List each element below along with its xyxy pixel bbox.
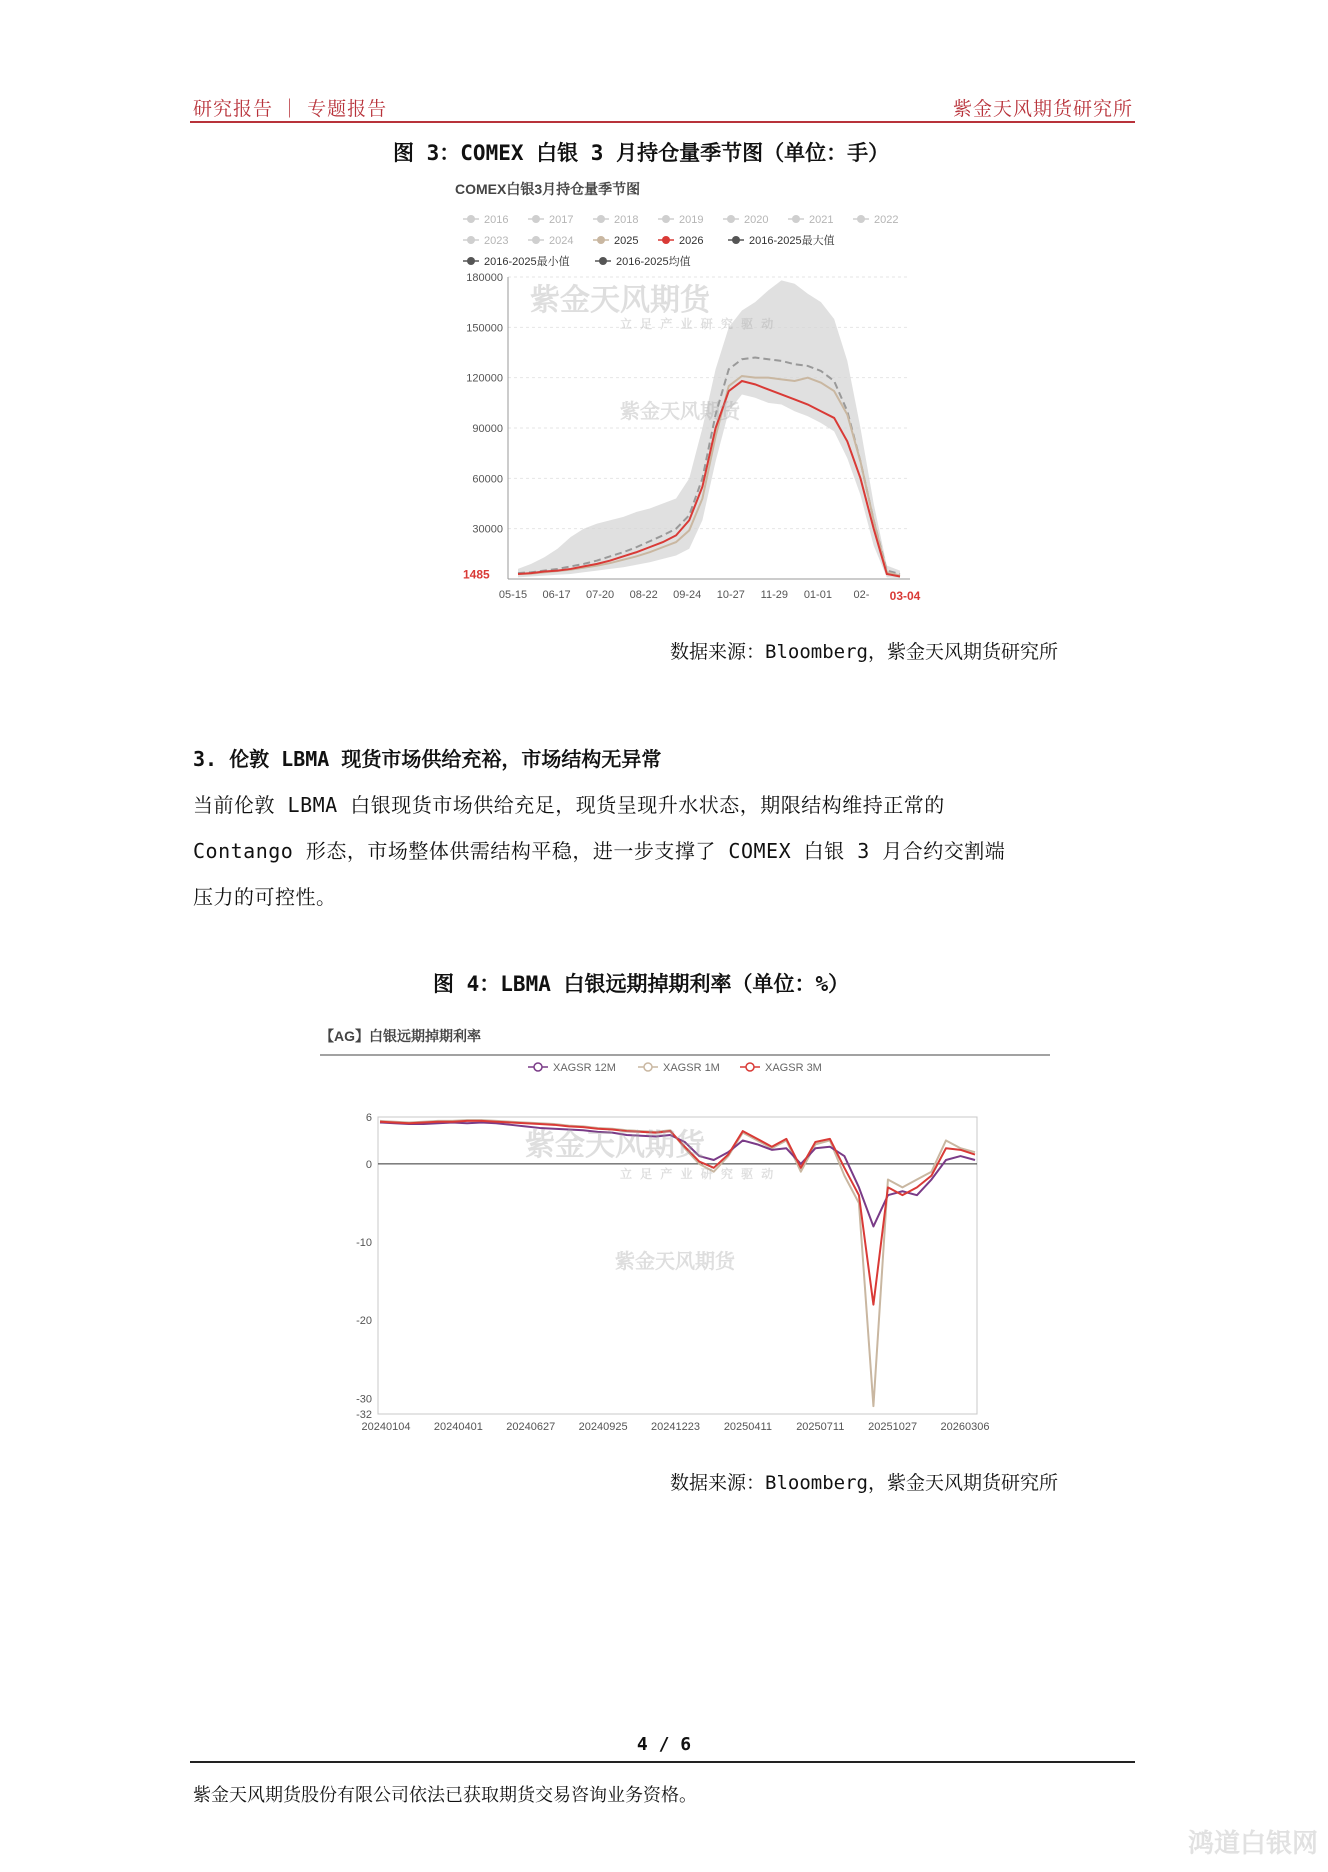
header-divider xyxy=(190,121,1135,123)
watermark-slogan-2: 立 足 产 业 研 究 驱 动 xyxy=(620,1167,776,1181)
figure3-caption: 图 3：COMEX 白银 3 月持仓量季节图（单位：手） xyxy=(393,141,890,165)
chart4-y-tick: -30 xyxy=(356,1393,372,1406)
chart3-legend-label: 2016 xyxy=(484,214,509,226)
paragraph-line-1: 当前伦敦 LBMA 白银现货市场供给充足，现货呈现升水状态，期限结构维持正常的 xyxy=(193,793,945,817)
chart3-x-tick: 09-24 xyxy=(673,589,702,601)
institute-name: 紫金天风期货研究所 xyxy=(952,98,1133,120)
chart3-x-tick: 05-15 xyxy=(498,589,528,601)
chart4-legend xyxy=(528,1062,822,1074)
watermark-brand-4: 紫金天风期货 xyxy=(615,1249,735,1273)
figure3-source: 数据来源：Bloomberg，紫金天风期货研究所 xyxy=(670,641,1058,663)
footer-divider xyxy=(190,1761,1135,1763)
chart3-legend-marker xyxy=(732,236,740,244)
chart3-x-tick: 11-29 xyxy=(760,589,788,601)
chart4-y-tick: -20 xyxy=(356,1315,372,1328)
chart4-title: 【AG】白银远期掉期利率 xyxy=(320,1028,481,1044)
chart4-x-tick: 20240925 xyxy=(578,1421,628,1433)
chart4-legend-label: XAGSR 1M xyxy=(663,1062,720,1074)
chart3-legend-marker xyxy=(532,215,540,223)
chart3-title: COMEX白银3月持仓量季节图 xyxy=(455,181,641,197)
chart3-legend-marker xyxy=(597,236,605,244)
chart3-legend-marker xyxy=(662,236,670,244)
figure4-source: 数据来源：Bloomberg，紫金天风期货研究所 xyxy=(670,1472,1058,1494)
watermark-brand-2: 紫金天风期货 xyxy=(620,399,740,423)
chart4-x-tick: 20240401 xyxy=(433,1421,483,1433)
chart3-legend-label: 2017 xyxy=(549,214,574,226)
chart3-legend-marker xyxy=(597,215,605,223)
chart4-legend-marker xyxy=(644,1063,652,1071)
chart3-y-tick: 180000 xyxy=(466,272,503,284)
chart4-x-tick: 20250411 xyxy=(723,1421,772,1433)
chart3-y-tick: 90000 xyxy=(472,423,503,435)
chart4-svg xyxy=(320,1025,1060,1440)
chart3-legend-label: 2022 xyxy=(874,214,899,226)
chart4-y-tick: 0 xyxy=(365,1158,372,1171)
chart3-legend-marker xyxy=(599,257,607,265)
chart3-legend-marker xyxy=(467,257,475,265)
chart3-legend-label: 2016-2025均值 xyxy=(616,256,691,268)
chart4-y-tick: -32 xyxy=(356,1409,372,1421)
chart4-x-tick: 20260306 xyxy=(940,1421,990,1433)
chart3-legend xyxy=(463,214,898,268)
chart3-legend-label: 2023 xyxy=(484,235,509,247)
chart3-last-date-label: 03-04 xyxy=(889,589,921,603)
chart3-x-tick: 10-27 xyxy=(716,589,745,601)
chart3-legend-marker xyxy=(467,236,475,244)
figure4-chart xyxy=(320,1025,1060,1440)
chart4-x-tick: 20241223 xyxy=(651,1421,700,1433)
paragraph-line-3: 压力的可控性。 xyxy=(193,885,337,909)
chart3-y-tick: 30000 xyxy=(472,523,503,536)
chart4-legend-marker xyxy=(746,1063,754,1071)
chart3-x-tick: 08-22 xyxy=(629,589,658,601)
chart3-legend-marker xyxy=(792,215,800,223)
chart4-x-tick: 20240627 xyxy=(506,1421,556,1433)
chart3-legend-label: 2018 xyxy=(614,214,639,226)
watermark-brand-1: 紫金天风期货 xyxy=(530,283,710,318)
chart3-legend-label: 2026 xyxy=(679,235,704,247)
chart4-y-tick: -10 xyxy=(356,1237,372,1250)
chart3-legend-marker xyxy=(857,215,865,223)
chart3-x-tick: 01-01 xyxy=(803,589,832,601)
footer-disclaimer: 紫金天风期货股份有限公司依法已获取期货交易咨询业务资格。 xyxy=(193,1785,697,1806)
watermark-brand-3: 紫金天风期货 xyxy=(525,1128,705,1163)
chart3-y-tick: 60000 xyxy=(472,473,503,486)
chart3-legend-label: 2025 xyxy=(614,235,639,247)
chart4-x-tick: 20250711 xyxy=(796,1421,845,1433)
chart3-legend-marker xyxy=(532,236,540,244)
chart3-legend-label: 2020 xyxy=(744,214,769,226)
section-paragraph xyxy=(193,782,1138,920)
chart3-legend-label: 2016-2025最小值 xyxy=(484,256,570,268)
chart3-y-tick: 120000 xyxy=(466,372,503,385)
chart4-legend-label: XAGSR 12M xyxy=(553,1062,616,1074)
chart3-x-tick: 07-20 xyxy=(586,589,615,601)
site-watermark: 鸿道白银网 xyxy=(1187,1829,1318,1859)
section-title: 3. 伦敦 LBMA 现货市场供给充裕，市场结构无异常 xyxy=(193,747,662,771)
page-number: 4 / 6 xyxy=(636,1734,692,1755)
figure3-chart xyxy=(455,177,925,622)
watermark-slogan-1: 立 足 产 业 研 究 驱 动 xyxy=(620,317,776,331)
chart4-x-tick: 20251027 xyxy=(868,1421,918,1433)
chart3-legend-label: 2024 xyxy=(549,235,574,247)
chart3-legend-marker xyxy=(467,215,475,223)
chart3-legend-label: 2021 xyxy=(809,214,834,226)
chart3-legend-label: 2016-2025最大值 xyxy=(749,235,835,247)
chart4-y-tick: 6 xyxy=(365,1112,372,1124)
figure4-caption: 图 4：LBMA 白银远期掉期利率（单位：%） xyxy=(433,972,850,996)
chart3-x-tick: 06-17 xyxy=(542,589,571,601)
chart3-y-tick: 150000 xyxy=(466,322,503,335)
chart4-x-tick: 20240104 xyxy=(361,1421,411,1433)
chart4-legend-label: XAGSR 3M xyxy=(765,1062,822,1074)
chart3-legend-marker xyxy=(727,215,735,223)
chart4-legend-marker xyxy=(534,1063,542,1071)
paragraph-line-2: Contango 形态，市场整体供需结构平稳，进一步支撑了 COMEX 白银 3 月合约交割端 xyxy=(193,839,1006,863)
chart3-x-tick: 02- xyxy=(853,589,870,601)
report-type: 研究报告 ｜ 专题报告 xyxy=(193,98,388,120)
chart3-legend-marker xyxy=(662,215,670,223)
chart3-legend-label: 2019 xyxy=(679,214,704,226)
chart3-last-value-label: 1485 xyxy=(463,567,490,582)
